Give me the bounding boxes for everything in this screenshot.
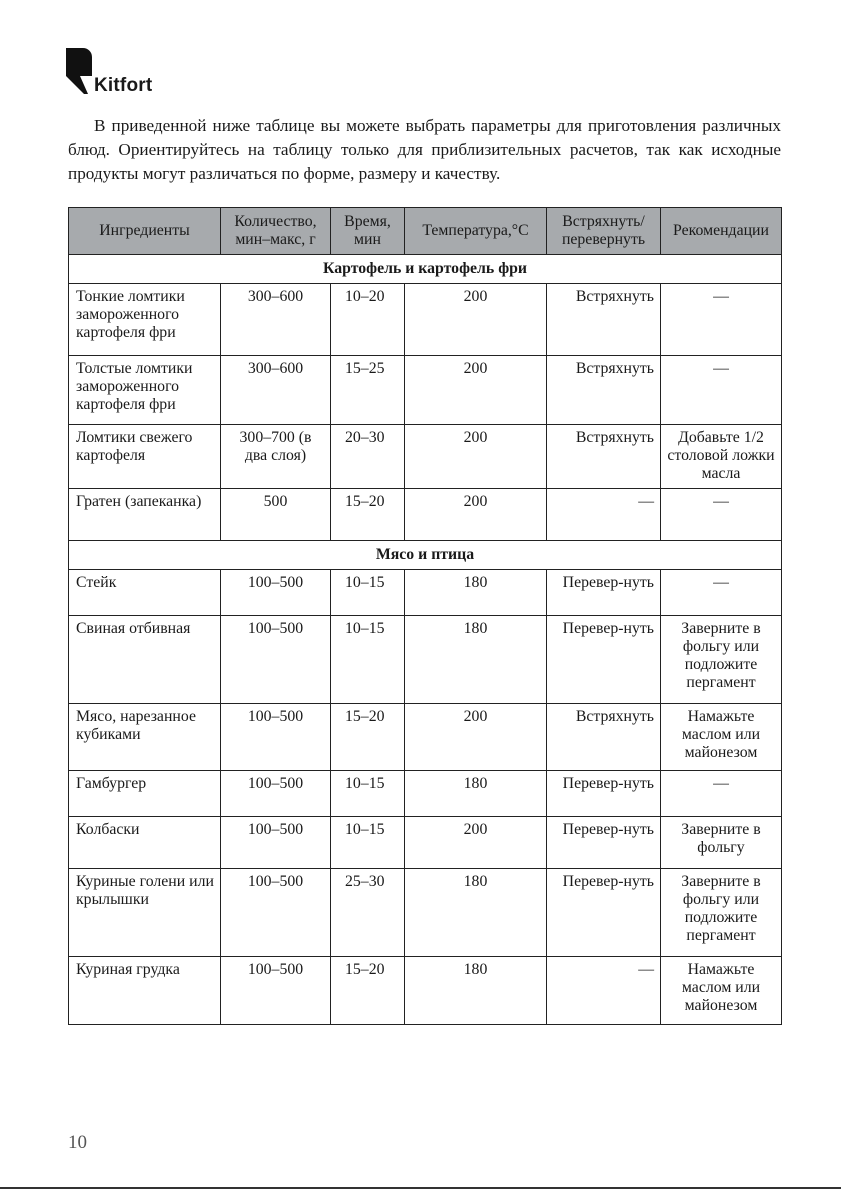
action-cell: Перевер-нуть bbox=[547, 616, 661, 704]
advice-cell: Намажьте маслом или майонезом bbox=[661, 704, 782, 771]
table-row bbox=[69, 284, 782, 356]
time-cell: 15–20 bbox=[331, 957, 405, 1025]
table-row bbox=[69, 356, 782, 425]
action-cell: Встряхнуть bbox=[547, 704, 661, 771]
cooking-table bbox=[68, 207, 782, 1025]
action-cell: — bbox=[547, 957, 661, 1025]
amount-cell: 100–500 bbox=[221, 957, 331, 1025]
advice-cell: — bbox=[661, 356, 782, 425]
section-title: Мясо и птица bbox=[69, 541, 782, 570]
action-cell: Перевер-нуть bbox=[547, 570, 661, 616]
advice-cell: Добавьте 1/2 столовой ложки масла bbox=[661, 425, 782, 489]
action-cell: Встряхнуть bbox=[547, 356, 661, 425]
header-temperature: Температура,°С bbox=[405, 208, 547, 255]
amount-cell: 100–500 bbox=[221, 704, 331, 771]
ingredient-cell: Куриные голени или крылышки bbox=[69, 869, 221, 957]
temp-cell: 180 bbox=[405, 869, 547, 957]
advice-cell: Заверните в фольгу или подложите пергамент bbox=[661, 616, 782, 704]
temp-cell: 200 bbox=[405, 356, 547, 425]
temp-cell: 200 bbox=[405, 425, 547, 489]
action-cell: Встряхнуть bbox=[547, 284, 661, 356]
header-time: Время, мин bbox=[331, 208, 405, 255]
advice-cell: — bbox=[661, 284, 782, 356]
header-ingredients: Ингредиенты bbox=[69, 208, 221, 255]
temp-cell: 200 bbox=[405, 817, 547, 869]
time-cell: 15–20 bbox=[331, 704, 405, 771]
amount-cell: 100–500 bbox=[221, 616, 331, 704]
amount-cell: 300–600 bbox=[221, 284, 331, 356]
action-cell: Перевер-нуть bbox=[547, 869, 661, 957]
ingredient-cell: Стейк bbox=[69, 570, 221, 616]
table-row bbox=[69, 869, 782, 957]
advice-cell: — bbox=[661, 771, 782, 817]
amount-cell: 300–600 bbox=[221, 356, 331, 425]
ingredient-cell: Свиная отбивная bbox=[69, 616, 221, 704]
time-cell: 10–15 bbox=[331, 616, 405, 704]
ingredient-cell: Ломтики свежего картофеля bbox=[69, 425, 221, 489]
table-row bbox=[69, 570, 782, 616]
advice-cell: Заверните в фольгу или подложите пергамент bbox=[661, 869, 782, 957]
section-title: Картофель и картофель фри bbox=[69, 255, 782, 284]
ingredient-cell: Гратен (запеканка) bbox=[69, 489, 221, 541]
temp-cell: 180 bbox=[405, 771, 547, 817]
temp-cell: 200 bbox=[405, 704, 547, 771]
time-cell: 20–30 bbox=[331, 425, 405, 489]
time-cell: 10–20 bbox=[331, 284, 405, 356]
brand-name: Kitfort bbox=[94, 75, 153, 96]
table-row bbox=[69, 957, 782, 1025]
temp-cell: 200 bbox=[405, 489, 547, 541]
time-cell: 25–30 bbox=[331, 869, 405, 957]
header-amount: Количество, мин–макс, г bbox=[221, 208, 331, 255]
action-cell: Перевер-нуть bbox=[547, 771, 661, 817]
page-number: 10 bbox=[68, 1132, 87, 1153]
table-row bbox=[69, 425, 782, 489]
ingredient-cell: Толстые ломтики замороженного картофеля фри bbox=[69, 356, 221, 425]
amount-cell: 100–500 bbox=[221, 570, 331, 616]
section-row bbox=[69, 541, 782, 570]
brand-logo bbox=[66, 48, 176, 96]
time-cell: 10–15 bbox=[331, 817, 405, 869]
time-cell: 10–15 bbox=[331, 771, 405, 817]
temp-cell: 180 bbox=[405, 957, 547, 1025]
temp-cell: 180 bbox=[405, 570, 547, 616]
table-row bbox=[69, 616, 782, 704]
ingredient-cell: Мясо, нарезанное кубиками bbox=[69, 704, 221, 771]
action-cell: — bbox=[547, 489, 661, 541]
intro-paragraph: В приведенной ниже таблице вы можете выбрать параметры для приготовления различных блюд. Ориентируйтесь на таблицу только для приблизительных расчетов, так как исходные продукты могут различаться по форме, размеру и качеству. bbox=[68, 116, 781, 183]
header-advice: Рекомендации bbox=[661, 208, 782, 255]
action-cell: Перевер-нуть bbox=[547, 817, 661, 869]
ingredient-cell: Гамбургер bbox=[69, 771, 221, 817]
ingredient-cell: Колбаски bbox=[69, 817, 221, 869]
kitfort-logo-icon bbox=[66, 48, 92, 96]
ingredient-cell: Куриная грудка bbox=[69, 957, 221, 1025]
amount-cell: 300–700 (в два слоя) bbox=[221, 425, 331, 489]
header-action: Встряхнуть/ перевернуть bbox=[547, 208, 661, 255]
table-row bbox=[69, 489, 782, 541]
amount-cell: 100–500 bbox=[221, 869, 331, 957]
table-row bbox=[69, 704, 782, 771]
amount-cell: 500 bbox=[221, 489, 331, 541]
section-row bbox=[69, 255, 782, 284]
amount-cell: 100–500 bbox=[221, 817, 331, 869]
table-body bbox=[69, 255, 782, 1025]
temp-cell: 180 bbox=[405, 616, 547, 704]
temp-cell: 200 bbox=[405, 284, 547, 356]
table-row bbox=[69, 817, 782, 869]
time-cell: 15–25 bbox=[331, 356, 405, 425]
time-cell: 10–15 bbox=[331, 570, 405, 616]
advice-cell: — bbox=[661, 489, 782, 541]
ingredient-cell: Тонкие ломтики замороженного картофеля фри bbox=[69, 284, 221, 356]
advice-cell: — bbox=[661, 570, 782, 616]
advice-cell: Заверните в фольгу bbox=[661, 817, 782, 869]
action-cell: Встряхнуть bbox=[547, 425, 661, 489]
advice-cell: Намажьте маслом или майонезом bbox=[661, 957, 782, 1025]
table-row bbox=[69, 771, 782, 817]
table-header-row bbox=[69, 208, 782, 255]
time-cell: 15–20 bbox=[331, 489, 405, 541]
amount-cell: 100–500 bbox=[221, 771, 331, 817]
